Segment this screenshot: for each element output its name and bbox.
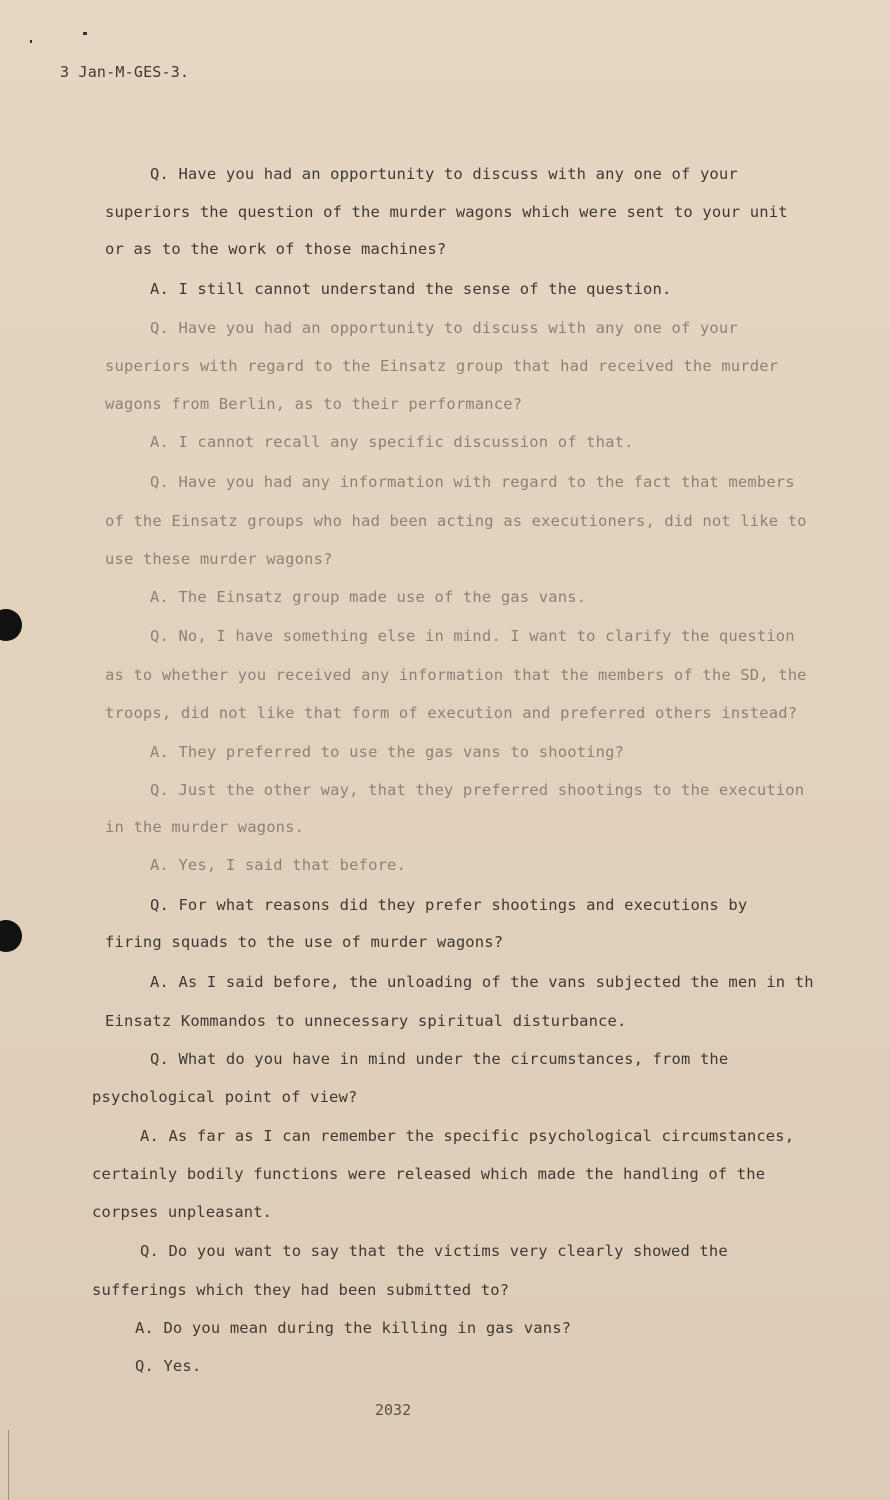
transcript-line: use these murder wagons? xyxy=(105,550,333,568)
ink-mark xyxy=(30,40,32,43)
transcript-line: A. As far as I can remember the specific psychological circumstances, xyxy=(140,1127,795,1145)
transcript-line: wagons from Berlin, as to their performance? xyxy=(105,395,523,413)
transcript-line: A. I cannot recall any specific discussion of that. xyxy=(150,433,634,451)
transcript-line: troops, did not like that form of execution and preferred others instead? xyxy=(105,704,798,722)
transcript-line: corpses unpleasant. xyxy=(92,1203,273,1221)
transcript-line: Q. Have you had an opportunity to discuss with any one of your xyxy=(150,165,738,183)
transcript-line: Einsatz Kommandos to unnecessary spiritual disturbance. xyxy=(105,1012,627,1030)
transcript-line: A. The Einsatz group made use of the gas vans. xyxy=(150,588,587,606)
transcript-line: psychological point of view? xyxy=(92,1088,358,1106)
transcript-line: Q. Have you had any information with regard to the fact that members xyxy=(150,473,795,491)
document-reference: 3 Jan-M-GES-3. xyxy=(60,63,190,81)
punch-hole xyxy=(0,920,22,952)
ink-mark xyxy=(83,32,87,35)
transcript-line: of the Einsatz groups who had been acting as executioners, did not like to xyxy=(105,512,807,530)
transcript-line: Q. For what reasons did they prefer shootings and executions by xyxy=(150,896,748,914)
transcript-line: superiors with regard to the Einsatz group that had received the murder xyxy=(105,357,779,375)
transcript-line: in the murder wagons. xyxy=(105,818,305,836)
transcript-line: firing squads to the use of murder wagons? xyxy=(105,933,504,951)
transcript-line: Q. Have you had an opportunity to discuss with any one of your xyxy=(150,319,738,337)
transcript-line: Q. No, I have something else in mind. I want to clarify the question xyxy=(150,627,795,645)
transcript-line: A. I still cannot understand the sense of the question. xyxy=(150,280,672,298)
transcript-line: A. Do you mean during the killing in gas vans? xyxy=(135,1319,572,1337)
transcript-line: superiors the question of the murder wagons which were sent to your unit xyxy=(105,203,788,221)
transcript-line: as to whether you received any information that the members of the SD, the xyxy=(105,666,807,684)
punch-hole xyxy=(0,609,22,641)
page-edge-mark xyxy=(8,1430,9,1500)
transcript-line: Q. Just the other way, that they preferred shootings to the execution xyxy=(150,781,805,799)
transcript-line: A. They preferred to use the gas vans to shooting? xyxy=(150,743,625,761)
page-number: 2032 xyxy=(375,1401,412,1419)
transcript-line: Q. What do you have in mind under the circumstances, from the xyxy=(150,1050,729,1068)
transcript-line: certainly bodily functions were released which made the handling of the xyxy=(92,1165,766,1183)
transcript-line: A. As I said before, the unloading of the vans subjected the men in th xyxy=(150,973,814,991)
transcript-line: or as to the work of those machines? xyxy=(105,240,447,258)
transcript-line: A. Yes, I said that before. xyxy=(150,856,407,874)
transcript-line: Q. Do you want to say that the victims very clearly showed the xyxy=(140,1242,728,1260)
transcript-line: Q. Yes. xyxy=(135,1357,202,1375)
transcript-line: sufferings which they had been submitted to? xyxy=(92,1281,510,1299)
